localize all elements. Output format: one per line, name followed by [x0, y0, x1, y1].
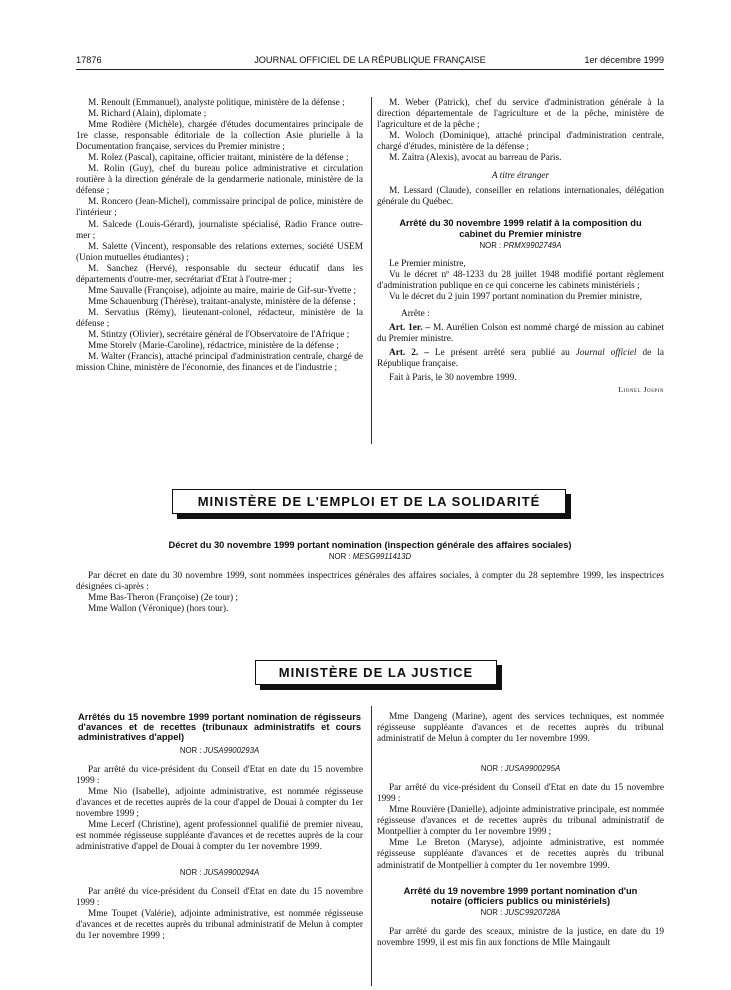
list-item: Mme Rodière (Michèle), chargée d'études documentaires principale de 1re classe, responsable éditoriale de la collection Asie plurielle à la Documentation française, services du Premier ministre ; [76, 120, 363, 153]
body-paragraph: Mme Toupet (Valérie), adjointe administrative, est nommée régisseuse d'avances et de recettes auprès du tribunal administratif de Melun à compter du 1er novembre 1999 ; [76, 909, 363, 942]
ministry-name: MINISTÈRE DE L'EMPLOI ET DE LA SOLIDARITÉ [197, 494, 541, 509]
nor-label: NOR : [328, 552, 351, 562]
nor-reference [377, 763, 664, 774]
body-paragraph: Vu le décret du 2 juin 1997 portant nomination du Premier ministre, [389, 292, 642, 303]
top-left-column [76, 98, 363, 374]
column-divider [371, 706, 372, 986]
list-item: M. Rolez (Pascal), capitaine, officier traitant, ministère de la défense ; [88, 153, 349, 164]
nor-code: JUSA9900295A [504, 764, 561, 774]
list-item: Mme Schauenburg (Thérèse), traitant-analyste, ministère de la défense ; [88, 296, 356, 307]
ministry-banner [172, 489, 566, 514]
bottom-left-column [76, 712, 363, 942]
article-1 [377, 323, 664, 345]
body-paragraph: Par décret en date du 30 novembre 1999, sont nommées inspectrices générales des affaires sociales, à compter du 28 septembre 1999, les inspectrices désignées ci-après : [76, 571, 664, 593]
top-right-column [377, 98, 664, 395]
nor-reference [76, 551, 664, 562]
issue-date: 1er décembre 1999 [584, 55, 664, 65]
article-text: Le présent arrêté sera publié au [434, 348, 576, 359]
list-item: Mme Storelv (Marie-Caroline), rédactrice, ministère de la défense ; [88, 341, 339, 352]
body-paragraph: Mme Nio (Isabelle), adjointe administrative, est nommée régisseuse d'avances et de recettes auprès de la cour d'appel de Douai à compter du 1er novembre 1999 ; [76, 786, 363, 819]
list-item: M. Lessard (Claude), conseiller en relations internationales, délégation générale du Québec. [377, 186, 664, 208]
body-paragraph: Mme Rouvière (Danielle), adjointe administrative principale, est nommée régisseuse d'avances et de recettes auprès du tribunal administratif de Montpellier à compter du 1er novembre 1999 ; [377, 805, 664, 838]
body-paragraph: Mme Dangeng (Marine), agent des services techniques, est nommée régisseuse suppléante d'avances et de recettes auprès du tribunal administratif de Melun à compter du 1er novembre 1999. [377, 712, 664, 745]
nor-reference [377, 907, 664, 918]
ministry-banner [255, 660, 497, 685]
body-paragraph: Par arrêté du vice-président du Conseil d'Etat en date du 15 novembre 1999 : [377, 783, 664, 805]
article-label: Art. 2. – [389, 348, 429, 359]
body-paragraph: Mme Lecerf (Christine), agent professionnel qualifié de premier niveau, est nommée régisseuse suppléante d'avances et de recettes auprès de la cour administrative d'appel de Douai à compter du 1er novembre 1999. [76, 819, 363, 852]
nor-code: JUSA9900293A [203, 745, 260, 755]
list-item: M. Rolin (Guy), chef du bureau police administrative et circulation routière à la direction générale de la gendarmerie nationale, ministère de la défense ; [76, 164, 363, 197]
nor-label: NOR : [480, 764, 503, 774]
body-paragraph: Mme Bas-Theron (Françoise) (2e tour) ; [88, 593, 238, 604]
article-label: Art. 1er. – [389, 323, 431, 334]
list-item: M. Sanchez (Hervé), responsable du secteur éducatif dans les départements d'outre-mer, secrétariat d'Etat à l'outre-mer ; [76, 263, 363, 285]
emploi-section [76, 540, 664, 615]
notaire-title: Arrêté du 19 novembre 1999 portant nomination d'un notaire (officiers publics ou ministériels) [403, 885, 638, 906]
article-2 [377, 348, 664, 370]
nor-label: NOR : [480, 907, 503, 917]
list-item: M. Weber (Patrick), chef du service d'administration générale à la direction départementale de l'agriculture et de la pêche, ministère de l'agriculture et de la pêche ; [377, 98, 664, 131]
nor-label: NOR : [179, 868, 202, 878]
nor-reference [76, 867, 363, 878]
list-item: M. Salcede (Louis-Gérard), journaliste spécialisé, Radio France outre-mer ; [76, 219, 363, 241]
body-paragraph: Par arrêté du garde des sceaux, ministre de la justice, en date du 19 novembre 1999, il est mis fin aux fonctions de Mlle Maingault [377, 927, 664, 949]
body-paragraph: Le Premier ministre, [389, 258, 466, 269]
list-item: M. Woloch (Dominique), attaché principal d'administration centrale, chargé d'études, ministère de la défense ; [377, 131, 664, 153]
header-rule [76, 69, 664, 70]
list-item: M. Walter (Francis), attaché principal d'administration centrale, chargé de mission Chine, ministère de l'économie, des finances et de l'industrie ; [76, 352, 363, 374]
page-number: 17876 [76, 55, 102, 65]
list-item: M. Richard (Alain), diplomate ; [88, 109, 207, 120]
body-paragraph: Mme Le Breton (Maryse), adjointe administrative, est nommée régisseuse suppléante d'avances et de recettes auprès du tribunal administratif de Montpellier à compter du 1er novembre 1999. [377, 838, 664, 871]
nor-reference [76, 745, 363, 756]
body-paragraph: Mme Wallon (Véronique) (hors tour). [88, 604, 229, 615]
arrete-title: Arrêté du 30 novembre 1999 relatif à la composition du cabinet du Premier ministre [399, 218, 642, 239]
ministry-name: MINISTÈRE DE LA JUSTICE [278, 665, 474, 680]
nor-code: MESG9911413D [352, 552, 412, 562]
arretes-title: Arrêtés du 15 novembre 1999 portant nomination de régisseurs d'avances et de recettes (tribunaux administratifs et cours administratives d'appel) [78, 712, 361, 743]
body-paragraph: Vu le décret nº 48-1233 du 28 juillet 1948 modifié portant règlement d'administration publique en ce qui concerne les cabinets ministériels ; [377, 269, 664, 291]
bottom-right-column [377, 712, 664, 949]
list-item: M. Salette (Vincent), responsable des relations externes, société USEM (Union mutuelles étudiantes) ; [76, 241, 363, 263]
list-item: M. Renoult (Emmanuel), analyste politique, ministère de la défense ; [88, 98, 345, 108]
column-divider [371, 97, 372, 444]
list-item: Mme Sauvalle (Françoise), adjointe au maire, mairie de Gif-sur-Yvette ; [88, 285, 357, 296]
list-item: M. Stintzy (Olivier), secrétaire général de l'Observatoire de l'Afrique ; [88, 329, 350, 340]
section-subheading: A titre étranger [491, 171, 550, 182]
nor-code: JUSC9920728A [504, 907, 561, 917]
nor-code: JUSA9900294A [203, 868, 260, 878]
article-text: de la République française. [377, 348, 665, 370]
body-paragraph: Par arrêté du vice-président du Conseil d'Etat en date du 15 novembre 1999 : [76, 764, 363, 786]
journal-title: JOURNAL OFFICIEL DE LA RÉPUBLIQUE FRANÇAISE [254, 55, 486, 65]
signature: Lionel Jospin [618, 385, 664, 395]
nor-code: PRMX9902749A [503, 240, 562, 250]
page-header [76, 55, 664, 69]
nor-reference [377, 240, 664, 251]
list-item: M. Servatius (Rémy), lieutenant-colonel, rédacteur, ministère de la défense ; [76, 307, 363, 329]
list-item: M. Zaïtra (Alexis), avocat au barreau de Paris. [389, 153, 562, 164]
nor-label: NOR : [479, 240, 502, 250]
decree-title: Décret du 30 novembre 1999 portant nomination (inspection générale des affaires sociales) [168, 540, 572, 550]
article-text: M. Aurélien Colson est nommé chargé de mission au cabinet du Premier ministre. [377, 323, 664, 345]
nor-label: NOR : [179, 745, 202, 755]
done-at: Fait à Paris, le 30 novembre 1999. [389, 373, 517, 384]
arrete-label: Arrête : [401, 309, 430, 320]
journal-name: Journal officiel [575, 348, 637, 359]
list-item: M. Roncero (Jean-Michel), commissaire principal de police, ministère de l'intérieur ; [76, 197, 363, 219]
body-paragraph: Par arrêté du vice-président du Conseil d'Etat en date du 15 novembre 1999 : [76, 887, 363, 909]
